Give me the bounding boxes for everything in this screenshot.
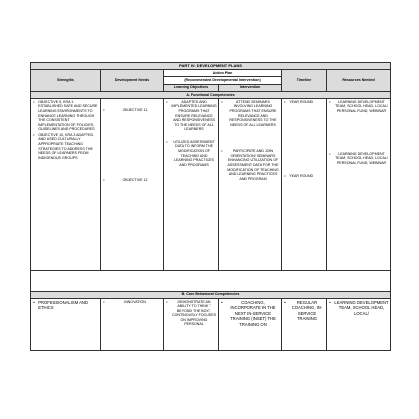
development-plan-sheet [30, 62, 390, 370]
header-resources: Resources Needed [327, 70, 391, 92]
table-title: PART IV: DEVELOPMENT PLANS [31, 63, 391, 70]
list-item: • OBJECTIVE 12 [108, 178, 162, 183]
list-item: • UTILIZED ASSESSMENT DATA TO INFORM THE MODIFICATION OF TEACHING AND LEARNING PRACTICES AND PROGRAMS [171, 140, 217, 168]
functional-interventions-cell [219, 98, 282, 270]
functional-strengths-cell [31, 98, 101, 270]
header-action-plan [164, 70, 282, 77]
development-plan-table [30, 62, 391, 351]
header-timeline: Timeline [282, 70, 327, 92]
list-item: • DEMONSTRATE AN ABILITY TO THINK " BEYOND THE BOX". CONTINOUSLY FOCUSES ON IMPROVING PERSONAL [171, 300, 217, 328]
list-item: • PROFESSIONALISM AND ETHICS [38, 300, 99, 311]
header-development-needs: Development Needs [101, 70, 164, 92]
header-learning-objectives: Learning Objectives [164, 84, 219, 91]
functional-needs-cell [101, 98, 164, 270]
functional-timeline-cell [282, 98, 327, 270]
header-strengths: Strengths [31, 70, 101, 92]
action-plan-label: Action Plan [212, 70, 233, 75]
list-item: • LEARNING DEVELOPMENT TEAM, SCHOOL HEAD, LOCAL/ PERSONAL FUND, WEBINAR [334, 152, 389, 166]
list-item: • REGULAR COACHING, IN-SERVICE TRAINING [289, 300, 325, 322]
list-item: • OBJECTIVE 10, KRA 3 ADAPTED, AND USED CULTURALLY APPROPRIATE TEACHING STRATEGIES TO ADDRESS THE NEEDS OF LEARNERS FROM INDIGENOUS GROUPS [38, 133, 99, 161]
core-objective-cell [164, 298, 219, 350]
list-item: • ADAPTED AND IMPLEMENTED LEARNING PROGRAMS THAT ENSURE RELEVANCE AND RESPONSIVENESS TO THE NEEDS OF ALL LEARNERS [171, 100, 217, 132]
list-item: • ATTEND SEMINARS INVOLVING LEARNING PROGRAMS THAT ENSURE RELEVANCE AND RESPONSIVENESS TO THE NEEDS OF ALL LEARNERS [226, 100, 280, 128]
list-item: • OBJECTIVE 11 [108, 108, 162, 113]
section-a-band: A. Functional Competencies [31, 91, 391, 98]
spacer-row [31, 270, 391, 291]
section-b-band: B. Core Behavioral Competencies [31, 291, 391, 298]
list-item: • OBJECTIVE 5, KRA 1 ESTABLISHED SAFE AND SECURE LEARNING ENVIRONMENTS TO ENHANCE LEARNING THROUGH THE CONSISTENT IMPLEMENTATION OF POLICIES, GUIDELINES AND PROCEDURES [38, 100, 99, 132]
header-action-plan-sub: (Recommended Developmental Intervention) [164, 77, 282, 84]
core-intervention-cell [219, 298, 282, 350]
core-timeline-cell [282, 298, 327, 350]
core-resources-cell [327, 298, 391, 350]
functional-resources-cell [327, 98, 391, 270]
core-strengths-cell [31, 298, 101, 350]
list-item: • PARTICIPATE AND JOIN ORIENTATION/ SEMINARS ENHANCING UTILIZATION OF ASSESSMENT DATA FOR THE MODIFICATION OF TEACHING AND LEARNING PRACTICES AND PROGRAM [226, 149, 280, 181]
header-intervention: Intervention [219, 84, 282, 91]
list-item: • INNOVATION [108, 300, 162, 305]
list-item: • YEAR ROUND [289, 100, 325, 105]
list-item: • LEARNING DEVELOPMENT TEAM, SCHOOL HEAD, LOCAL/ PERSONAL FUND, WEBINAR [334, 100, 389, 114]
list-item: • YEAR ROUND [289, 174, 325, 179]
functional-objectives-cell [164, 98, 219, 270]
list-item: • LEARNING DEVELOPMENT TEAM, SCHOOL HEAD, LOCAL/ [334, 300, 389, 317]
core-needs-cell [101, 298, 164, 350]
list-item: • COACHING, INCORPORATE IN THE NEXT IN-SERVICE TRAINING (INSET) THE TRAINING ON [226, 300, 280, 328]
